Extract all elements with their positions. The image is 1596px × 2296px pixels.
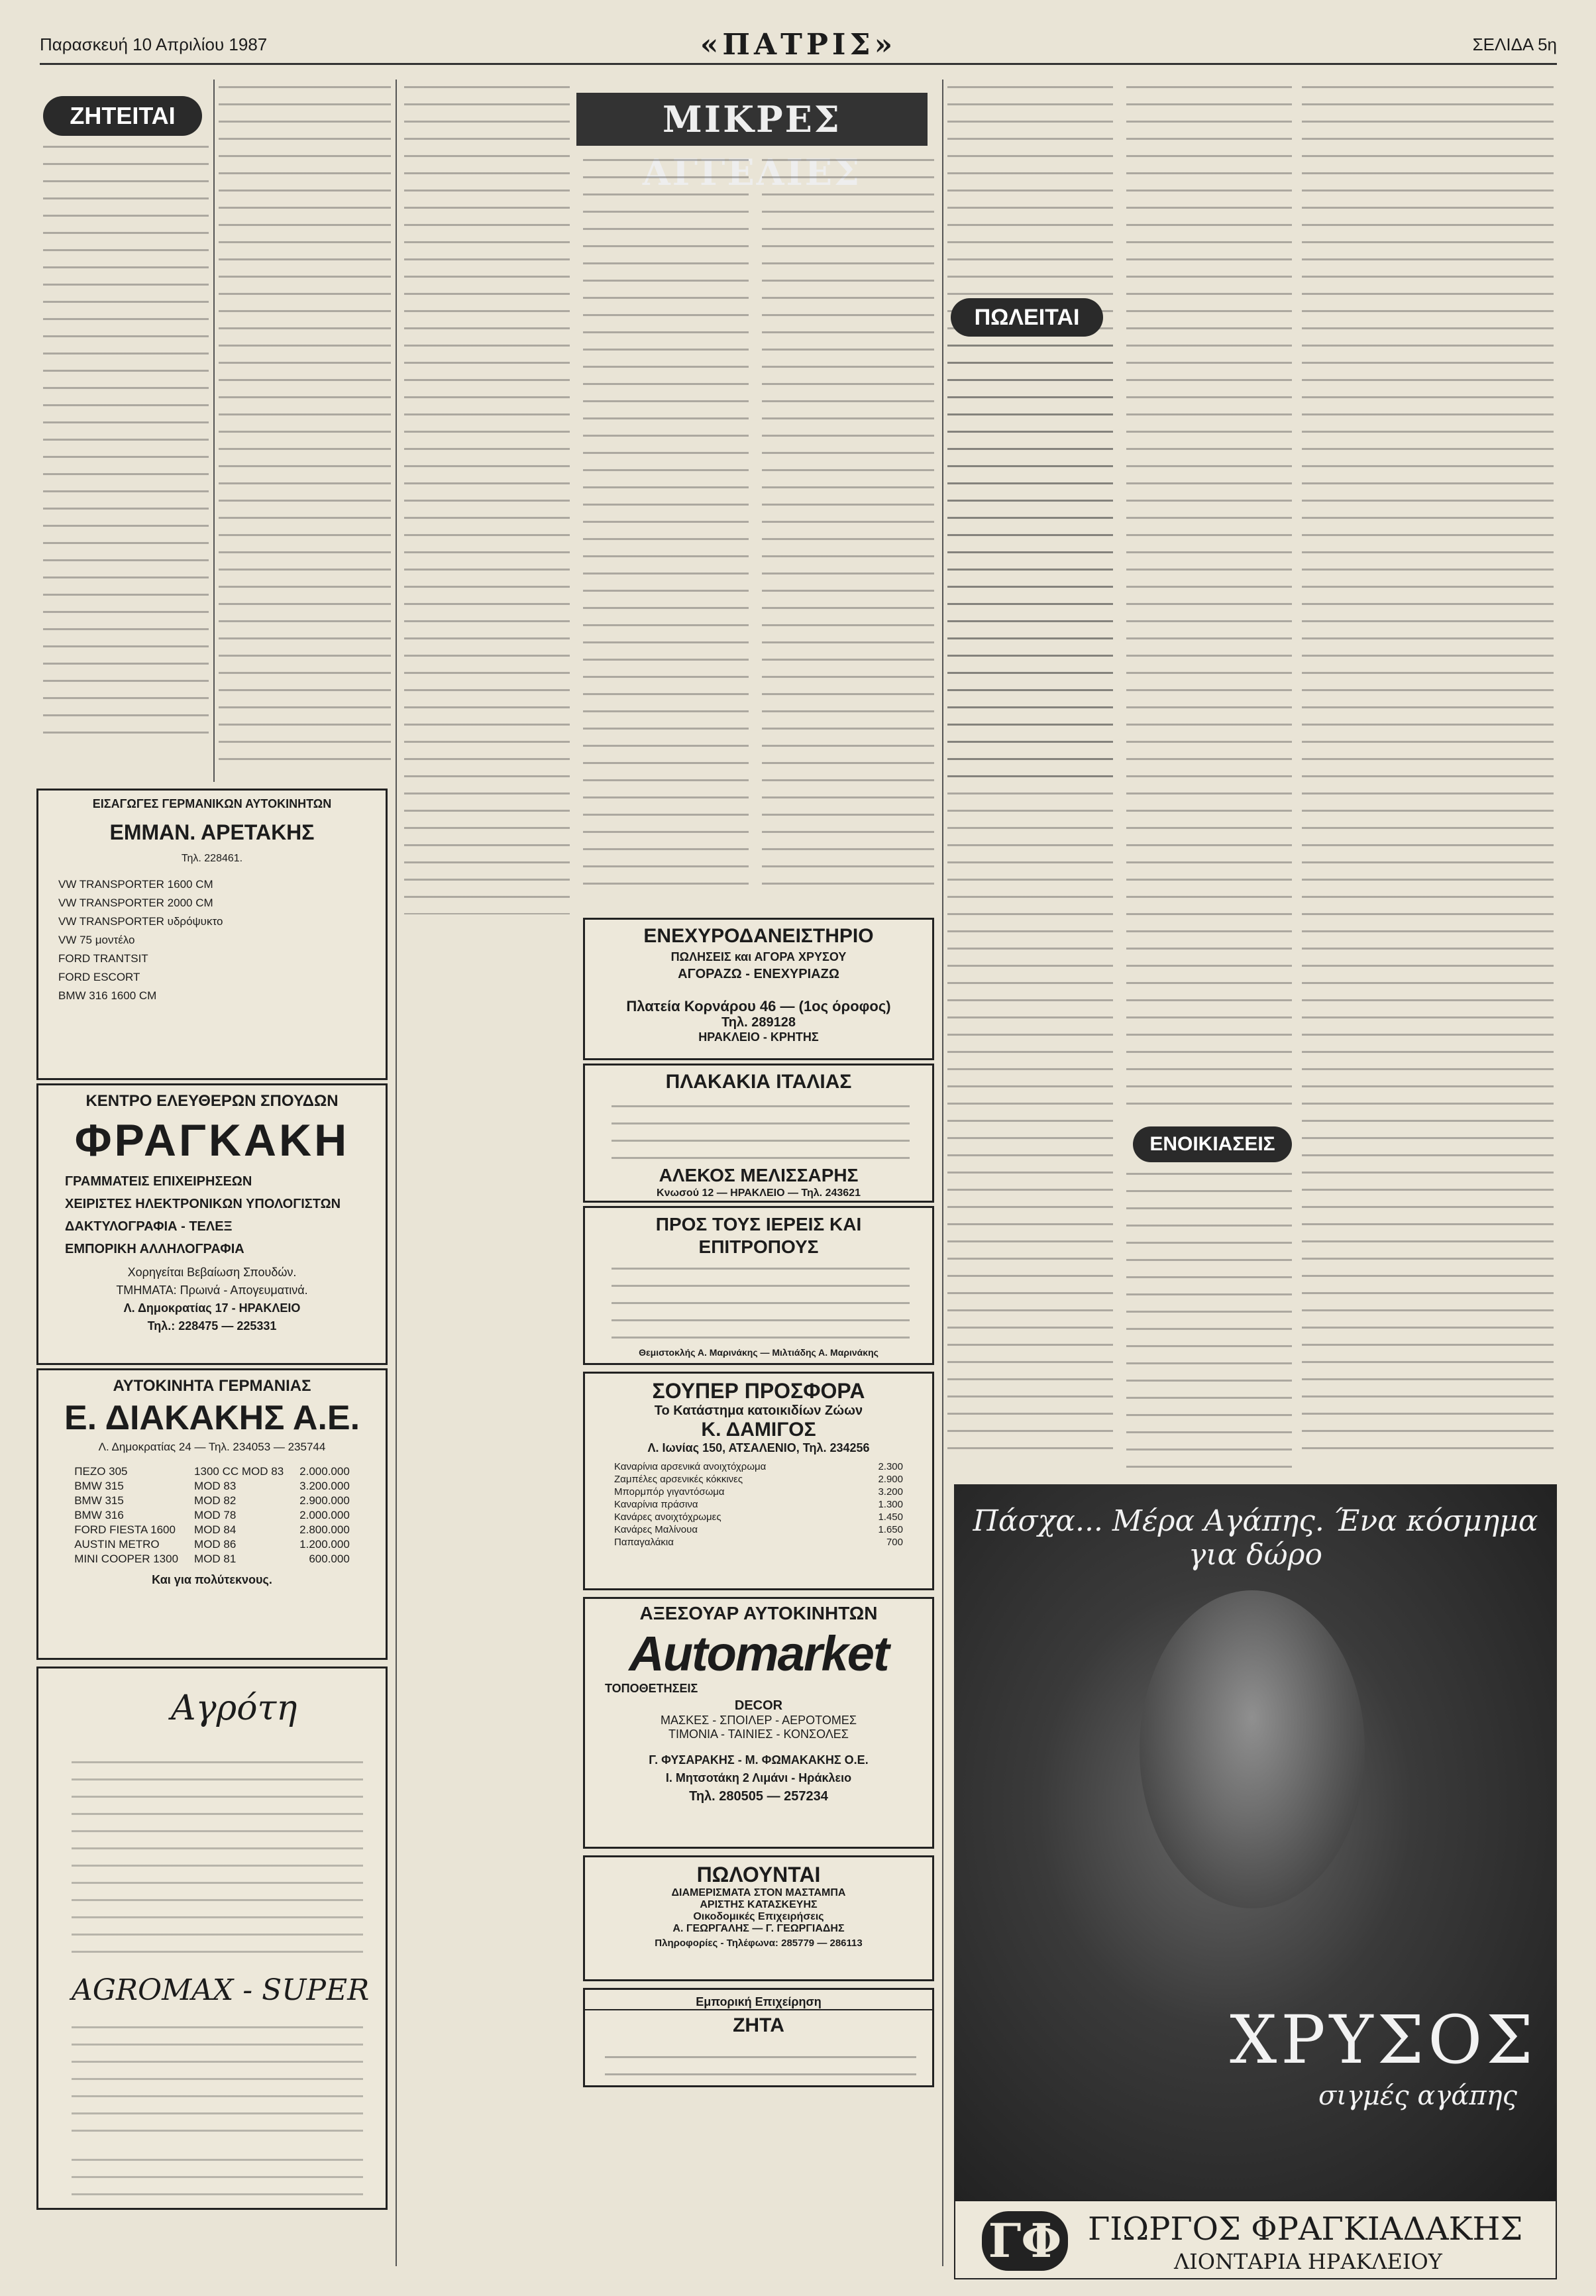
table-row (606, 1498, 911, 1511)
souper-cell: Καναρίνια πράσινα (614, 1499, 698, 1510)
classified-text-block (1126, 1173, 1292, 1471)
souper-cell: 2.900 (878, 1474, 903, 1485)
ad-aretakis (36, 789, 388, 1080)
ad-enechyro-tel: Τηλ. 289128 (721, 1015, 796, 1030)
classified-text-block (947, 345, 1113, 1464)
diakakis-cell: BMW 315 (74, 1480, 124, 1492)
ad-zita-title: ΖΗΤΑ (733, 2014, 784, 2036)
souper-cell: Παπαγαλάκια (614, 1537, 674, 1548)
diakakis-cell: BMW 316 (74, 1509, 124, 1521)
handwritten-text-block (72, 1761, 363, 1960)
ad-fragkaki (36, 1083, 388, 1365)
souper-cell: Καναρίνια αρσενικά ανοιχτόχρωμα (614, 1461, 767, 1472)
ad-poloyntai-line3: Οικοδομικές Επιχειρήσεις (693, 1911, 824, 1922)
table-row (66, 1508, 358, 1523)
ad-fragkaki-top: ΚΕΝΤΡΟ ΕΛΕΥΘΕΡΩΝ ΣΠΟΥΔΩΝ (85, 1092, 339, 1110)
classified-text-block (1126, 86, 1292, 1120)
diakakis-cell: MOD 82 (194, 1494, 237, 1507)
diakakis-cell: 600.000 (309, 1553, 350, 1565)
diakakis-cell: FORD FIESTA 1600 (74, 1523, 176, 1536)
classified-text-block (583, 159, 749, 895)
ad-enechyro-city: ΗΡΑΚΛΕΙΟ - ΚΡΗΤΗΣ (698, 1030, 819, 1044)
ad-jewel-tagline: σιγμές αγάπης (1318, 2081, 1517, 2111)
ad-automarket-addr: Ι. Μητσοτάκη 2 Λιμάνι - Ηράκλειο (665, 1771, 852, 1784)
ad-aretakis-item: FORD ESCORT (58, 971, 140, 983)
ad-poloyntai-title: ΠΩΛΟΥΝΤΑΙ (696, 1863, 821, 1886)
ad-poloyntai-line2: ΑΡΙΣΤΗΣ ΚΑΤΑΣΚΕΥΗΣ (700, 1899, 818, 1910)
ad-souper-table (606, 1460, 911, 1549)
ad-fragkaki-item: ΧΕΙΡΙΣΤΕΣ ΗΛΕΚΤΡΟΝΙΚΩΝ ΥΠΟΛΟΓΙΣΤΩΝ (65, 1197, 341, 1211)
ad-fragkaki-tel: Τηλ.: 228475 — 225331 (147, 1319, 277, 1333)
ad-aretakis-item: FORD TRANTSIT (58, 952, 148, 965)
souper-cell: Κανάρες Μαλίνουα (614, 1524, 698, 1535)
diakakis-cell: MOD 86 (194, 1538, 237, 1551)
section-banner-poleitai: ΠΩΛΕΙΤΑΙ (951, 298, 1103, 337)
ad-aretakis-top: ΕΙΣΑΓΩΓΕΣ ΓΕΡΜΑΝΙΚΩΝ ΑΥΤΟΚΙΝΗΤΩΝ (92, 797, 332, 810)
ad-iereis-title: ΠΡΟΣ ΤΟΥΣ ΙΕΡΕΙΣ ΚΑΙ ΕΠΙΤΡΟΠΟΥΣ (655, 1214, 862, 1257)
column-rule (942, 80, 943, 2266)
diakakis-cell: 1300 CC MOD 83 (194, 1465, 284, 1478)
ad-poloyntai (583, 1855, 934, 1981)
ad-poloyntai-line1: ΔΙΑΜΕΡΙΣΜΑΤΑ ΣΤΟΝ ΜΑΣΤΑΜΠΑ (671, 1887, 846, 1898)
ad-souper-addr: Λ. Ιωνίας 150, ΑΤΣΑΛΕΝΙΟ, Τηλ. 234256 (647, 1441, 870, 1454)
ad-automarket-list2: ΤΙΜΟΝΙΑ - ΤΑΙΝΙΕΣ - ΚΟΝΣΟΛΕΣ (668, 1727, 849, 1741)
diakakis-cell: MOD 81 (194, 1553, 237, 1565)
ad-jewel-place: ΛΙΟΝΤΑΡΙΑ ΗΡΑΚΛΕΙΟΥ (1174, 2249, 1442, 2274)
ad-enechyro-sub: ΠΩΛΗΣΕΙΣ και ΑΓΟΡΑ ΧΡΥΣΟΥ (670, 950, 847, 963)
table-row (606, 1536, 911, 1549)
diakakis-cell: MINI COOPER 1300 (74, 1553, 179, 1565)
woman-portrait-icon (1140, 1590, 1365, 1908)
ad-agromax-product: AGROMAX - SUPER (72, 1973, 370, 2007)
fragkiadakis-logo-icon: ΓΦ (982, 2211, 1068, 2271)
souper-cell: 1.300 (878, 1499, 903, 1510)
diakakis-cell: MOD 78 (194, 1509, 237, 1521)
ad-aretakis-name: ΕΜΜΑΝ. ΑΡΕΤΑΚΗΣ (109, 820, 315, 844)
ad-diakakis-table (66, 1464, 358, 1566)
ad-plakakia (583, 1064, 934, 1203)
table-row (66, 1464, 358, 1479)
ad-fragkaki-item: ΔΑΚΤΥΛΟΓΡΑΦΙΑ - ΤΕΛΕΞ (65, 1219, 233, 1234)
souper-cell: 3.200 (878, 1486, 903, 1498)
ad-aretakis-item: VW 75 μοντέλο (58, 934, 135, 946)
ad-automarket-tel: Τηλ. 280505 — 257234 (689, 1789, 828, 1804)
ad-enechyro-sub2: ΑΓΟΡΑΖΩ - ΕΝΕΧΥΡΙΑΖΩ (678, 967, 839, 981)
ad-aretakis-item: VW TRANSPORTER 1600 CM (58, 878, 213, 891)
ad-aretakis-tel: Τηλ. 228461. (181, 853, 243, 864)
table-row (606, 1486, 911, 1498)
ad-poloyntai-line4: Α. ΓΕΩΡΓΑΛΗΣ — Γ. ΓΕΩΡΓΙΑΔΗΣ (672, 1923, 845, 1934)
ad-fragkaki-cert: Χορηγείται Βεβαίωση Σπουδών. (127, 1266, 297, 1279)
souper-cell: 700 (886, 1537, 903, 1548)
ad-automarket-title: ΑΞΕΣΟΥΑΡ ΑΥΤΟΚΙΝΗΤΩΝ (639, 1603, 878, 1623)
ad-agromax (36, 1667, 388, 2210)
section-banner-zitite: ΖΗΤΕΙΤΑΙ (43, 96, 202, 136)
ad-text-block (612, 1105, 910, 1165)
ad-enechyro-title: ΕΝΕΧΥΡΟΔΑΝΕΙΣΤΗΡΙΟ (643, 925, 874, 947)
ad-diakakis-top: ΑΥΤΟΚΙΝΗΤΑ ΓΕΡΜΑΝΙΑΣ (113, 1377, 311, 1395)
ad-jewel-headline: Πάσχα... Μέρα Αγάπης. Ένα κόσμημα για δώρο (973, 1504, 1538, 1572)
ad-diakakis-name: Ε. ΔΙΑΚΑΚΗΣ Α.Ε. (64, 1399, 360, 1437)
diakakis-cell: BMW 315 (74, 1494, 124, 1507)
table-row (606, 1473, 911, 1486)
ad-automarket (583, 1597, 934, 1849)
ad-souper (583, 1372, 934, 1590)
ad-jewel-name: ΓΙΩΡΓΟΣ ΦΡΑΓΚΙΑΔΑΚΗΣ (1088, 2211, 1523, 2248)
ad-aretakis-item: VW TRANSPORTER 2000 CM (58, 897, 213, 909)
issue-date: Παρασκευή 10 Απριλίου 1987 (40, 34, 268, 54)
ad-aretakis-item: VW TRANSPORTER υδρόψυκτο (58, 915, 223, 928)
souper-cell: Ζαμπέλες αρσενικές κόκκινες (614, 1474, 743, 1485)
diakakis-cell: AUSTIN METRO (74, 1538, 160, 1551)
ad-souper-title: ΣΟΥΠΕΡ ΠΡΟΣΦΟΡΑ (652, 1379, 865, 1403)
diakakis-cell: 2.900.000 (299, 1494, 350, 1507)
ad-jewel-brand: ΧΡΥΣΟΣ (1230, 2001, 1537, 2079)
handwritten-text-block (72, 2159, 363, 2199)
souper-cell: Κανάρες ανοιχτόχρωμες (614, 1511, 721, 1523)
column-rule (396, 80, 397, 2266)
ad-zita (583, 1988, 934, 2087)
ad-plakakia-name: ΑΛΕΚΟΣ ΜΕΛΙΣΣΑΡΗΣ (659, 1165, 859, 1185)
diakakis-cell: MOD 83 (194, 1480, 237, 1492)
ad-jewel-photo (954, 1484, 1557, 2200)
ad-zita-top: Εμπορική Επιχείρηση (585, 1995, 932, 2010)
diakakis-cell: 1.200.000 (299, 1538, 350, 1551)
ad-diakakis-footer: Και για πολύτεκνους. (152, 1573, 272, 1586)
ad-automarket-list: ΜΑΣΚΕΣ - ΣΠΟΙΛΕΡ - ΑΕΡΟΤΟΜΕΣ (661, 1714, 857, 1727)
ad-enechyro-addr: Πλατεία Κορνάρου 46 — (1ος όροφος) (626, 998, 891, 1014)
page-number: ΣΕΛΙΔΑ 5η (1472, 34, 1557, 54)
table-row (66, 1494, 358, 1508)
souper-cell: 1.450 (878, 1511, 903, 1523)
diakakis-cell: 2.800.000 (299, 1523, 350, 1536)
section-banner-mikres: ΜΙΚΡΕΣ ΑΓΓΕΛΙΕΣ (576, 93, 928, 146)
diakakis-cell: ΠΕΖΟ 305 (74, 1465, 128, 1478)
ad-automarket-sub: ΤΟΠΟΘΕΤΗΣΕΙΣ (605, 1682, 698, 1695)
table-row (606, 1523, 911, 1536)
ad-fragkaki-times: ΤΜΗΜΑΤΑ: Πρωινά - Απογευματινά. (116, 1284, 308, 1297)
table-row (66, 1479, 358, 1494)
table-row (66, 1523, 358, 1537)
ad-fragkaki-item: ΓΡΑΜΜΑΤΕΙΣ ΕΠΙΧΕΙΡΗΣΕΩΝ (65, 1174, 252, 1189)
ad-automarket-brand: DECOR (734, 1698, 783, 1713)
ad-diakakis (36, 1368, 388, 1660)
ad-automarket-owners: Γ. ΦΥΣΑΡΑΚΗΣ - Μ. ΦΩΜΑΚΑΚΗΣ Ο.Ε. (649, 1753, 869, 1767)
ad-poloyntai-tel: Πληροφορίες - Τηλέφωνα: 285779 — 286113 (655, 1938, 863, 1949)
ad-souper-sub: Το Κατάστημα κατοικιδίων Ζώων (654, 1403, 863, 1418)
classified-text-block (1302, 86, 1554, 1464)
section-banner-enoikiazeis: ΕΝΟΙΚΙΑΣΕΙΣ (1133, 1126, 1292, 1162)
ad-iereis (583, 1206, 934, 1365)
diakakis-cell: 2.000.000 (299, 1509, 350, 1521)
diakakis-cell: 2.000.000 (299, 1465, 350, 1478)
ad-fragkaki-item: ΕΜΠΟΡΙΚΗ ΑΛΛΗΛΟΓΡΑΦΙΑ (65, 1242, 244, 1256)
table-row (66, 1552, 358, 1566)
classified-text-block (219, 86, 391, 769)
ad-plakakia-title: ΠΛΑΚΑΚΙΑ ΙΤΑΛΙΑΣ (665, 1071, 852, 1093)
ad-text-block (605, 2056, 916, 2083)
ad-fragkaki-name: ΦΡΑΓΚΑΚΗ (74, 1115, 350, 1166)
classified-text-block (404, 86, 570, 914)
table-row (66, 1537, 358, 1552)
souper-cell: 2.300 (878, 1461, 903, 1472)
table-row (606, 1460, 911, 1473)
ad-diakakis-addr: Λ. Δημοκρατίας 24 — Τηλ. 234053 — 235744 (98, 1441, 326, 1453)
classified-text-block (43, 146, 209, 736)
automarket-logo: Automarket (629, 1626, 888, 1681)
souper-cell: 1.650 (878, 1524, 903, 1535)
ad-jewel-footer (954, 2200, 1557, 2279)
classified-text-block (762, 159, 934, 895)
souper-cell: Μπορμπόρ γιγαντόσωμα (614, 1486, 725, 1498)
ad-agromax-title: Αγρότη (171, 1688, 297, 1728)
diakakis-cell: 3.200.000 (299, 1480, 350, 1492)
ad-fragkaki-addr: Λ. Δημοκρατίας 17 - ΗΡΑΚΛΕΙΟ (123, 1301, 301, 1315)
column-rule (213, 80, 215, 782)
newspaper-title: «ΠΑΤΡΙΣ» (700, 28, 897, 62)
ad-iereis-contact: Θεμιστοκλής Α. Μαρινάκης — Μιλτιάδης Α. Μαρινάκης (639, 1347, 878, 1358)
ad-plakakia-addr: Κνωσού 12 — ΗΡΑΚΛΕΙΟ — Τηλ. 243621 (657, 1187, 861, 1199)
ad-souper-name: Κ. ΔΑΜΙΓΟΣ (701, 1419, 816, 1441)
ad-aretakis-item: BMW 316 1600 CM (58, 989, 157, 1002)
page-header (40, 27, 1557, 65)
diakakis-cell: MOD 84 (194, 1523, 237, 1536)
table-row (606, 1511, 911, 1523)
ad-enechyro (583, 918, 934, 1060)
handwritten-text-block (72, 2026, 363, 2139)
ad-text-block (612, 1268, 910, 1344)
